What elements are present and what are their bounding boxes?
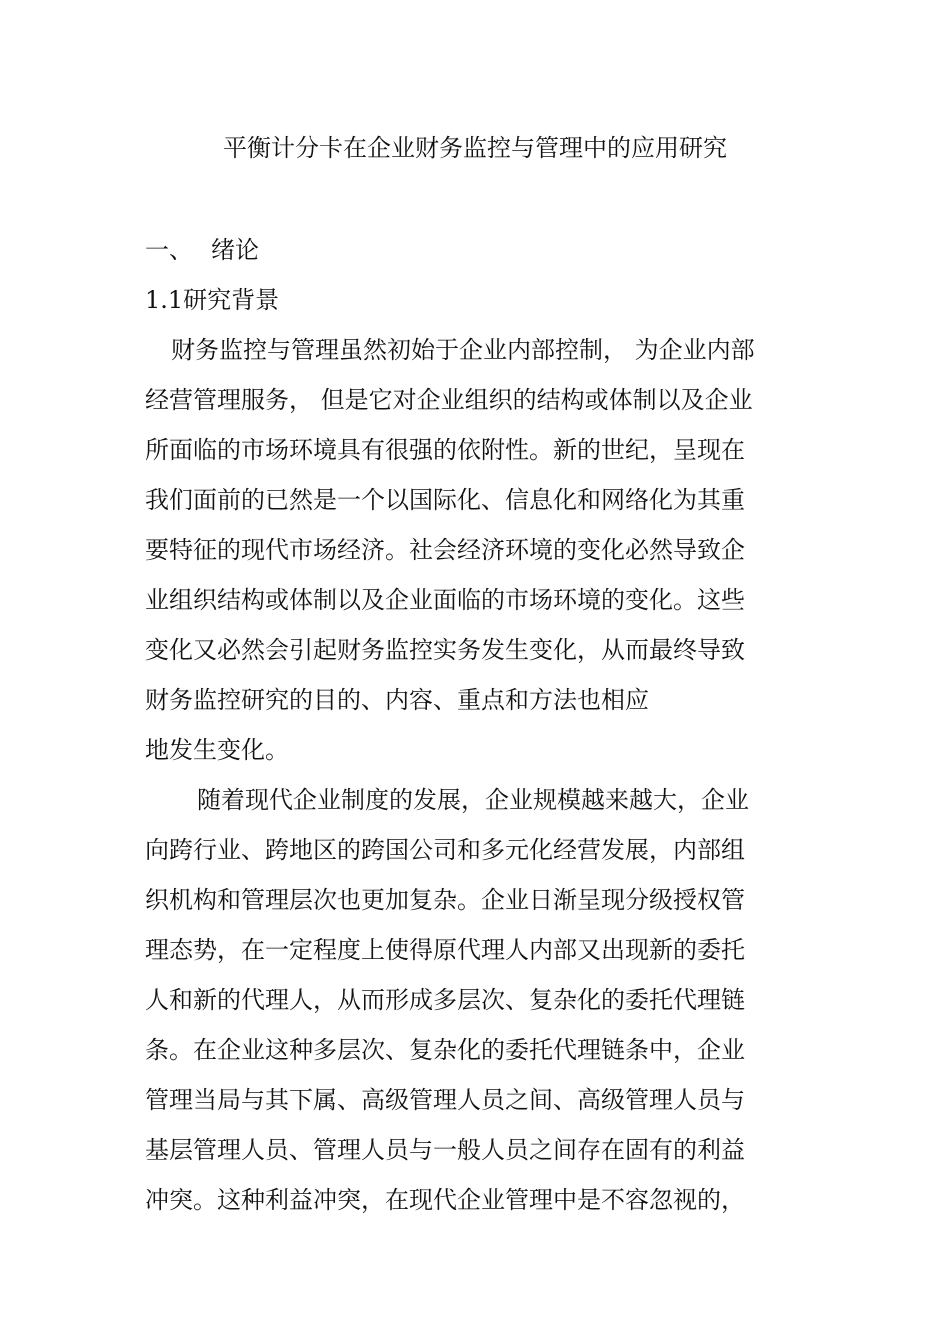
paragraph-2 [145,775,807,1225]
paragraph-line: 地发生变化。 [145,736,289,764]
paragraph-line: 向跨行业、跨地区的跨国公司和多元化经营发展，内部组 [145,836,745,864]
paragraph-line: 财务监控与管理虽然初始于企业内部控制， 为企业内部 [171,336,755,364]
paragraph-line: 经营管理服务， 但是它对企业组织的结构或体制以及企业 [145,386,753,414]
subsection-heading: 1.1研究背景 [145,286,280,314]
section-heading [145,230,259,270]
section-number: 一、 [145,236,193,264]
paragraph-line: 织机构和管理层次也更加复杂。企业日渐呈现分级授权管 [145,886,745,914]
paragraph-line: 财务监控研究的目的、内容、重点和方法也相应 [145,686,649,714]
document-title: 平衡计分卡在企业财务监控与管理中的应用研究 [223,134,727,162]
paragraph-line: 基层管理人员、管理人员与一般人员之间存在固有的利益 [145,1136,745,1164]
paragraph-line: 变化又必然会引起财务监控实务发生变化，从而最终导致 [145,636,745,664]
paragraph-line: 人和新的代理人，从而形成多层次、复杂化的委托代理链 [145,986,745,1014]
paragraph-line: 冲突。这种利益冲突，在现代企业管理中是不容忽视的， [145,1186,745,1214]
paragraph-line: 要特征的现代市场经济。社会经济环境的变化必然导致企 [145,536,745,564]
paragraph-line: 随着现代企业制度的发展，企业规模越来越大，企业 [197,786,749,814]
paragraph-line: 我们面前的已然是一个以国际化、信息化和网络化为其重 [145,486,745,514]
paragraph-line: 条。在企业这种多层次、复杂化的委托代理链条中，企业 [145,1036,745,1064]
section-label: 绪论 [211,236,259,264]
paragraph-line: 业组织结构或体制以及企业面临的市场环境的变化。这些 [145,586,745,614]
paragraph-line: 管理当局与其下属、高级管理人员之间、高级管理人员与 [145,1086,745,1114]
paragraph-line: 所面临的市场环境具有很强的依附性。新的世纪，呈现在 [145,436,745,464]
paragraph-line: 理态势，在一定程度上使得原代理人内部又出现新的委托 [145,936,745,964]
paragraph-1 [145,325,807,775]
